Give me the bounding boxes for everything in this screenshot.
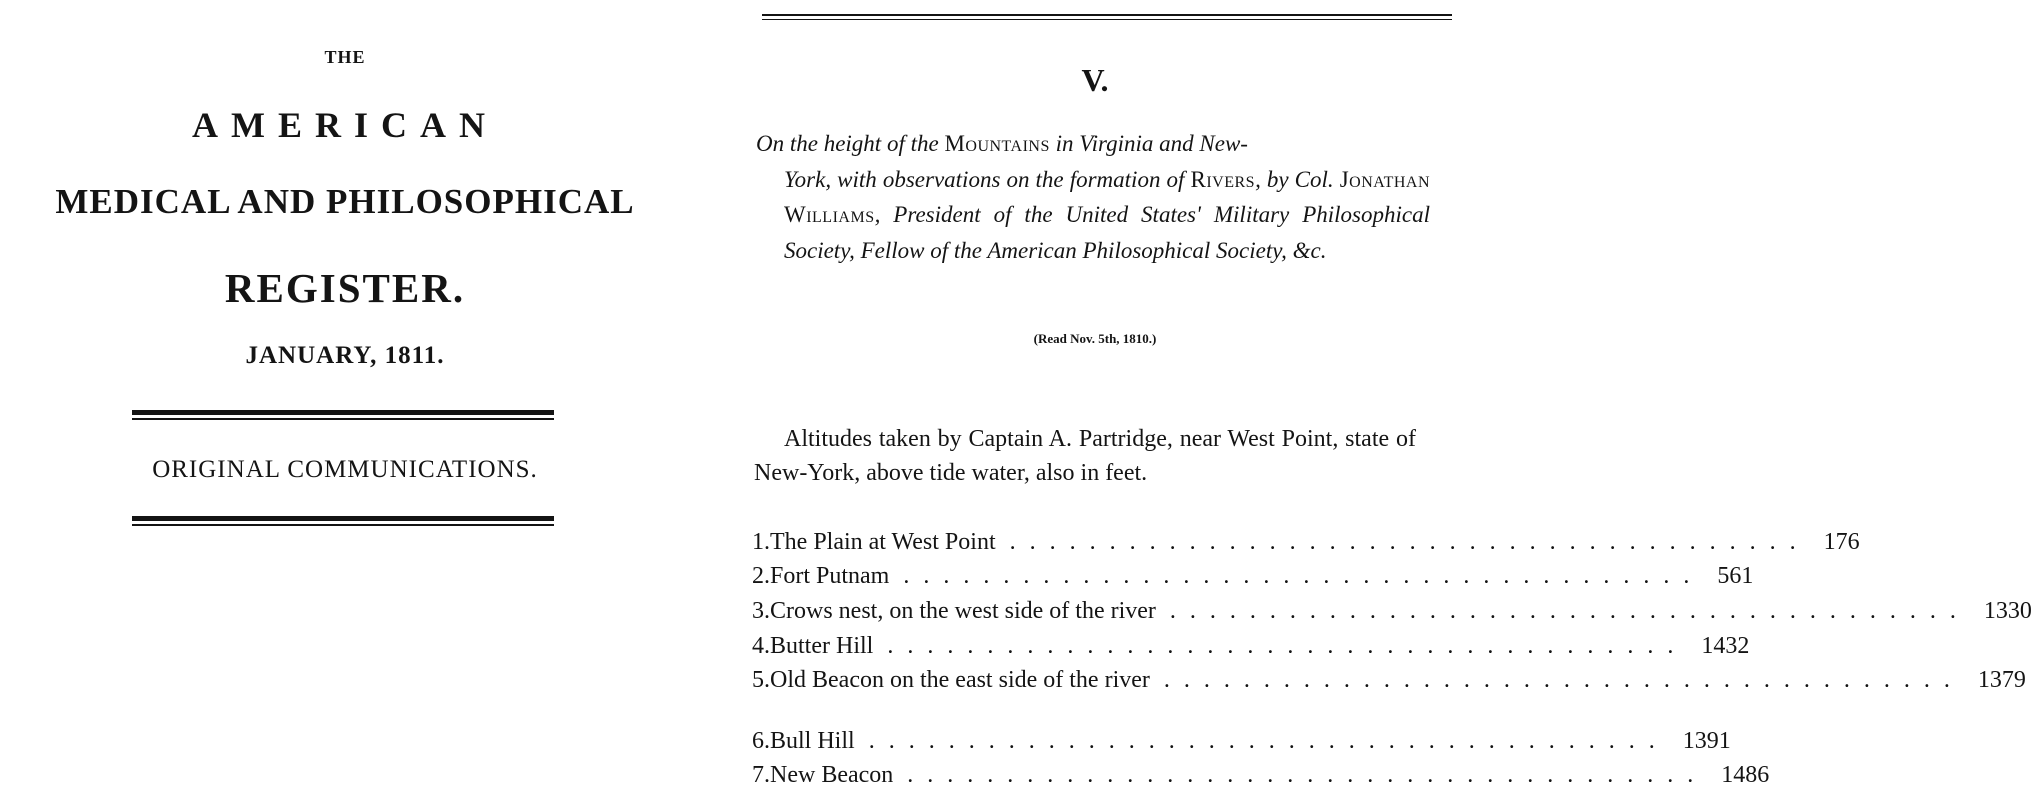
table-row (752, 563, 1754, 597)
row-number: 3. (752, 598, 770, 624)
section-heading: ORIGINAL COMMUNICATIONS. (152, 456, 538, 483)
row-value: 1432 (1701, 633, 1750, 659)
right-page (730, 0, 2032, 796)
row-value: 1486 (1721, 762, 1770, 788)
row-number: 7. (752, 762, 770, 788)
table-row (752, 728, 1731, 762)
table-row (752, 598, 2032, 632)
masthead-american: AMERICAN (192, 105, 498, 145)
masthead-medical-philosophical: MEDICAL AND PHILOSOPHICAL (55, 182, 635, 221)
dot-leader: ........................................ (907, 762, 1708, 788)
title-part: Col. (1294, 166, 1340, 192)
title-part: York, with observations on the formation of (784, 166, 1191, 192)
double-rule-bottom (132, 516, 554, 526)
row-label: Butter Hill (770, 633, 874, 659)
masthead-register: REGISTER. (224, 265, 466, 311)
dot-leader: ........................................ (1163, 667, 1964, 693)
row-number: 6. (752, 728, 770, 754)
dot-leader: ........................................ (868, 728, 1669, 754)
dot-leader: ........................................ (887, 633, 1688, 659)
article-title (756, 126, 1430, 268)
row-label: Crows nest, on the west side of the river (770, 598, 1156, 624)
left-page (0, 0, 690, 796)
row-label: Old Beacon on the east side of the river (770, 667, 1150, 693)
row-label: Fort Putnam (770, 563, 890, 589)
table-row (752, 633, 1750, 667)
title-part: , President of the United States' Military Philosophical Society, Fellow of the American Philosophical Society, &c. (784, 202, 1430, 263)
row-label: The Plain at West Point (770, 529, 996, 555)
title-part: On the height of the (756, 131, 945, 156)
table-row (752, 529, 1860, 563)
title-part: , by (1255, 166, 1295, 192)
row-value: 1330 (1983, 598, 2032, 624)
row-number: 4. (752, 633, 770, 659)
dot-leader: ........................................ (1009, 529, 1810, 555)
row-number: 5. (752, 667, 770, 693)
row-value: 1379 (1977, 667, 2026, 693)
masthead-the: THE (324, 47, 366, 67)
title-mountains: Mountains (944, 131, 1050, 156)
dot-leader: ........................................ (1169, 598, 1970, 624)
title-rivers: Rivers (1190, 166, 1256, 192)
row-value: 1391 (1682, 728, 1731, 754)
table-row (752, 762, 1770, 796)
double-rule-top (132, 410, 554, 420)
read-note: (Read Nov. 5th, 1810.) (1033, 331, 1157, 346)
row-number: 1. (752, 529, 770, 555)
intro-paragraph: Altitudes taken by Captain A. Partridge, near West Point, state of New-York, above tide water, also in feet. (754, 426, 1416, 486)
article-numeral: V. (1081, 62, 1109, 98)
row-number: 2. (752, 563, 770, 589)
header-rule (762, 14, 1452, 20)
row-value: 561 (1717, 563, 1754, 589)
title-continuation (756, 162, 1430, 269)
table-row (752, 667, 2026, 701)
dot-leader: ........................................ (903, 563, 1704, 589)
title-part: in Virginia and New- (1049, 131, 1248, 156)
issue-date: JANUARY, 1811. (245, 342, 445, 369)
row-label: Bull Hill (770, 728, 855, 754)
row-value: 176 (1823, 529, 1860, 555)
author-name: Jonathan Williams (784, 166, 1431, 227)
row-label: New Beacon (770, 762, 894, 788)
